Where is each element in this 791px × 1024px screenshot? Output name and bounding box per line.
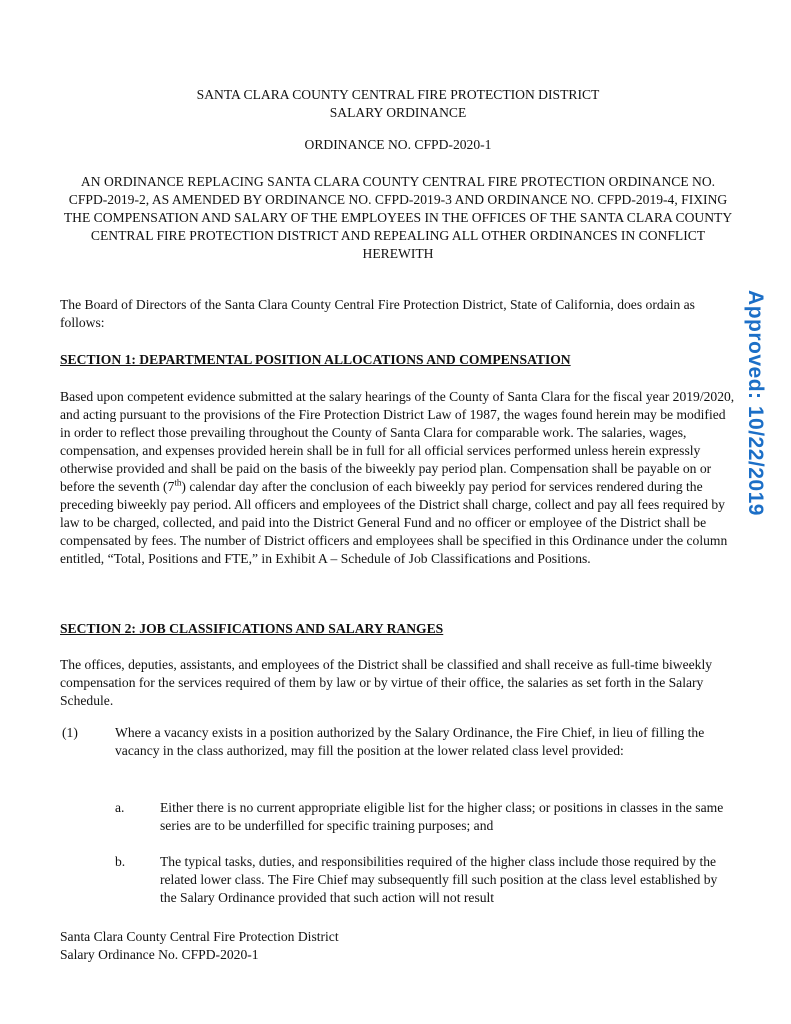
item-1-number: (1) (62, 725, 78, 740)
district-name-header (60, 86, 736, 122)
intro-paragraph: The Board of Directors of the Santa Clara County Central Fire Protection District, State of California, does ordain as follows: (60, 297, 695, 330)
item-1-text: Where a vacancy exists in a position authorized by the Salary Ordinance, the Fire Chief, in lieu of filling the vacancy in the class authorized, may fill the position at the lower related class level provided: (115, 725, 705, 758)
footer-line-2: Salary Ordinance No. CFPD-2020-1 (60, 947, 259, 962)
ordinance-title: AN ORDINANCE REPLACING SANTA CLARA COUNTY CENTRAL FIRE PROTECTION ORDINANCE NO. CFPD-2019-2, AS AMENDED BY ORDINANCE NO. CFPD-2019-3 AND ORDINANCE NO. CFPD-2019-4, FIXING THE COMPENSATION AND SALARY OF THE EMPLOYEES IN THE OFFICES OF THE SANTA CLARA COUNTY CENTRAL FIRE PROTECTION DISTRICT AND REPEALING ALL OTHER ORDINANCES IN CONFLICT HEREWITH (63, 174, 733, 261)
page-footer (60, 928, 560, 964)
superscript-th: th (174, 477, 182, 488)
section-2-heading: SECTION 2: JOB CLASSIFICATIONS AND SALARY RANGES (60, 621, 444, 636)
section-1-text-b: ) calendar day after the conclusion of each biweekly pay period for services rendered during the preceding biweekly pay period. All officers and employees of the District shall charge, collect and pay all fees required by law to be charged, collected, and paid into the District General Fund and no officer or employee of the District shall be compensated by fees. The number of District officers and employees shall be specified in this Ordinance under the column entitled, “Total, Positions and FTE,” in Exhibit A – Schedule of Job Classifications and Positions. (60, 479, 728, 566)
section-1-text-a: Based upon competent evidence submitted at the salary hearings of the County of Santa Clara for the fiscal year 2019/2020, and acting pursuant to the provisions of the Fire Protection District Law of 1987, the wages found herein may be modified in order to reflect those prevailing throughout the County of Santa Clara for comparable work. The salaries, wages, compensation, and expenses provided herein shall be in full for all official services performed unless herein expressly otherwise provided and shall be paid on the basis of the biweekly pay period plan. Compensation shall be payable on or before the seventh (7 (60, 389, 735, 494)
header-line-1: SANTA CLARA COUNTY CENTRAL FIRE PROTECTION DISTRICT (196, 87, 600, 102)
section-2-paragraph: The offices, deputies, assistants, and employees of the District shall be classified and shall receive as full-time biweekly compensation for the services required of them by law or by virtue of their office, the salaries as set forth in the Salary Schedule. (60, 657, 713, 708)
footer-line-1: Santa Clara County Central Fire Protection District (60, 929, 339, 944)
header-line-2: SALARY ORDINANCE (329, 105, 467, 120)
sub-item-b-text: The typical tasks, duties, and responsibilities required of the higher class include those required by the related lower class. The Fire Chief may subsequently fill such position at the class level established by the Salary Ordinance provided that such action will not result (160, 854, 718, 905)
sub-item-a-label: a. (115, 800, 125, 815)
approval-stamp-text: Approved: 10/22/2019 (744, 290, 767, 516)
sub-item-b-label: b. (115, 854, 126, 869)
approval-stamp (735, 283, 775, 523)
ordinance-number: ORDINANCE NO. CFPD-2020-1 (304, 137, 492, 152)
sub-item-a-text: Either there is no current appropriate eligible list for the higher class; or positions in classes in the same series are to be underfilled for specific training purposes; and (160, 800, 724, 833)
section-1-paragraph (60, 388, 738, 568)
section-1-heading: SECTION 1: DEPARTMENTAL POSITION ALLOCATIONS AND COMPENSATION (60, 352, 571, 367)
